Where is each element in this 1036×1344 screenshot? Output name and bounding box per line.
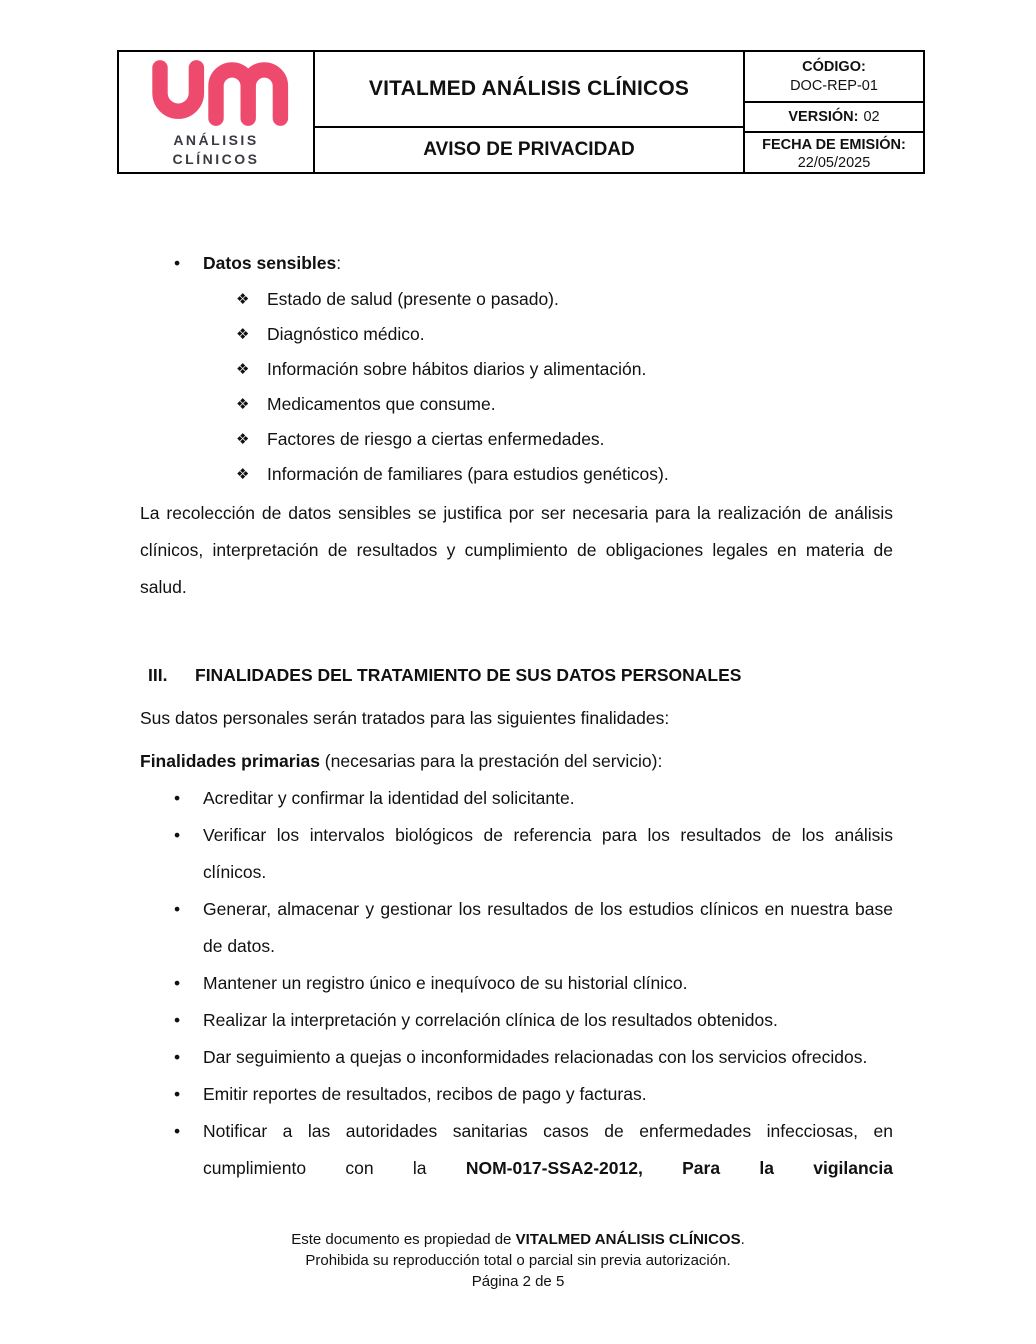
diamond-bullet-icon: ❖ xyxy=(236,466,250,483)
fecha-label: FECHA DE EMISIÓN: xyxy=(762,137,906,153)
document-header xyxy=(117,50,925,174)
justification-paragraph: La recolección de datos sensibles se justifica por ser necesaria para la realización de análisis clínicos, interpretación de resultados y cumplimiento de obligaciones legales en materia de salud. xyxy=(140,503,893,597)
version-cell xyxy=(745,103,923,133)
diamond-bullet-icon: ❖ xyxy=(236,431,250,448)
section-title: FINALIDADES DEL TRATAMIENTO DE SUS DATOS PERSONALES xyxy=(195,665,742,685)
diamond-bullet-icon: ❖ xyxy=(236,361,250,378)
header-meta-column xyxy=(745,52,923,172)
fecha-cell xyxy=(745,133,923,172)
codigo-label: CÓDIGO: xyxy=(802,59,866,75)
list-item: • Verificar los intervalos biológicos de referencia para los resultados de los análisis clínicos. xyxy=(140,817,893,891)
list-item: ❖ Información sobre hábitos diarios y alimentación. xyxy=(140,352,893,387)
footer-line2: Prohibida su reproducción total o parcial sin previa autorización. xyxy=(305,1252,731,1269)
notificar-item-text: Notificar a las autoridades sanitarias casos de enfermedades infecciosas, en cumplimiento con la NOM-017-SSA2-2012, Para la vigilancia xyxy=(203,1121,893,1178)
diamond-bullet-icon: ❖ xyxy=(236,396,250,413)
list-item: ❖ Información de familiares (para estudios genéticos). xyxy=(140,457,893,492)
datos-sensibles-label: Datos sensibles: xyxy=(203,253,342,273)
bullet-icon: • xyxy=(174,899,181,919)
logo-cell xyxy=(119,52,315,172)
version-value: 02 xyxy=(863,109,880,125)
list-item xyxy=(140,1113,893,1187)
page-number: Página 2 de 5 xyxy=(471,1273,565,1290)
fecha-value: 22/05/2025 xyxy=(797,155,871,171)
list-item: • Mantener un registro único e inequívoco de su historial clínico. xyxy=(140,965,893,1002)
document-body xyxy=(140,245,893,1187)
intro-paragraph: Sus datos personales serán tratados para las siguientes finalidades: xyxy=(140,708,670,728)
company-title: VITALMED ANÁLISIS CLÍNICOS xyxy=(315,52,743,128)
bullet-icon: • xyxy=(174,973,181,993)
logo-caption-line2: CLÍNICOS xyxy=(172,150,260,167)
logo-caption-line1: ANÁLISIS xyxy=(173,131,259,148)
finalidades-list xyxy=(140,780,893,1187)
datos-sensibles-sublist xyxy=(140,282,893,492)
bullet-icon: • xyxy=(174,788,181,808)
list-item: ❖ Medicamentos que consume. xyxy=(140,387,893,422)
list-item: • Emitir reportes de resultados, recibos de pago y facturas. xyxy=(140,1076,893,1113)
primarias-paragraph: Finalidades primarias (necesarias para la prestación del servicio): xyxy=(140,751,663,771)
list-item: ❖ Diagnóstico médico. xyxy=(140,317,893,352)
bullet-icon: • xyxy=(174,253,181,273)
bullet-icon: • xyxy=(174,825,181,845)
section-heading xyxy=(140,657,893,694)
list-item: ❖ Factores de riesgo a ciertas enfermedades. xyxy=(140,422,893,457)
diamond-bullet-icon: ❖ xyxy=(236,326,250,343)
codigo-cell xyxy=(745,52,923,103)
codigo-value: DOC-REP-01 xyxy=(790,78,878,94)
list-item: • Acreditar y confirmar la identidad del solicitante. xyxy=(140,780,893,817)
list-item: • Realizar la interpretación y correlación clínica de los resultados obtenidos. xyxy=(140,1002,893,1039)
logo-caption xyxy=(173,131,260,169)
document-title: AVISO DE PRIVACIDAD xyxy=(423,139,635,160)
diamond-bullet-icon: ❖ xyxy=(236,291,250,308)
datos-sensibles-item xyxy=(140,245,893,282)
list-item: ❖ Estado de salud (presente o pasado). xyxy=(140,282,893,317)
vitalmed-logo-icon xyxy=(143,58,289,128)
bullet-icon: • xyxy=(174,1010,181,1030)
list-item: • Dar seguimiento a quejas o inconformidades relacionadas con los servicios ofrecidos. xyxy=(140,1039,893,1076)
footer-line1: Este documento es propiedad de VITALMED ANÁLISIS CLÍNICOS. xyxy=(291,1231,745,1248)
page-footer xyxy=(0,1229,1036,1292)
section-numeral: III. xyxy=(148,665,168,685)
bullet-icon: • xyxy=(174,1084,181,1104)
primarias-label: Finalidades primarias xyxy=(140,751,320,771)
bullet-icon: • xyxy=(174,1121,181,1141)
list-item: • Generar, almacenar y gestionar los resultados de los estudios clínicos en nuestra base de datos. xyxy=(140,891,893,965)
bullet-icon: • xyxy=(174,1047,181,1067)
version-label: VERSIÓN: xyxy=(788,109,859,125)
header-title-column xyxy=(315,52,745,172)
